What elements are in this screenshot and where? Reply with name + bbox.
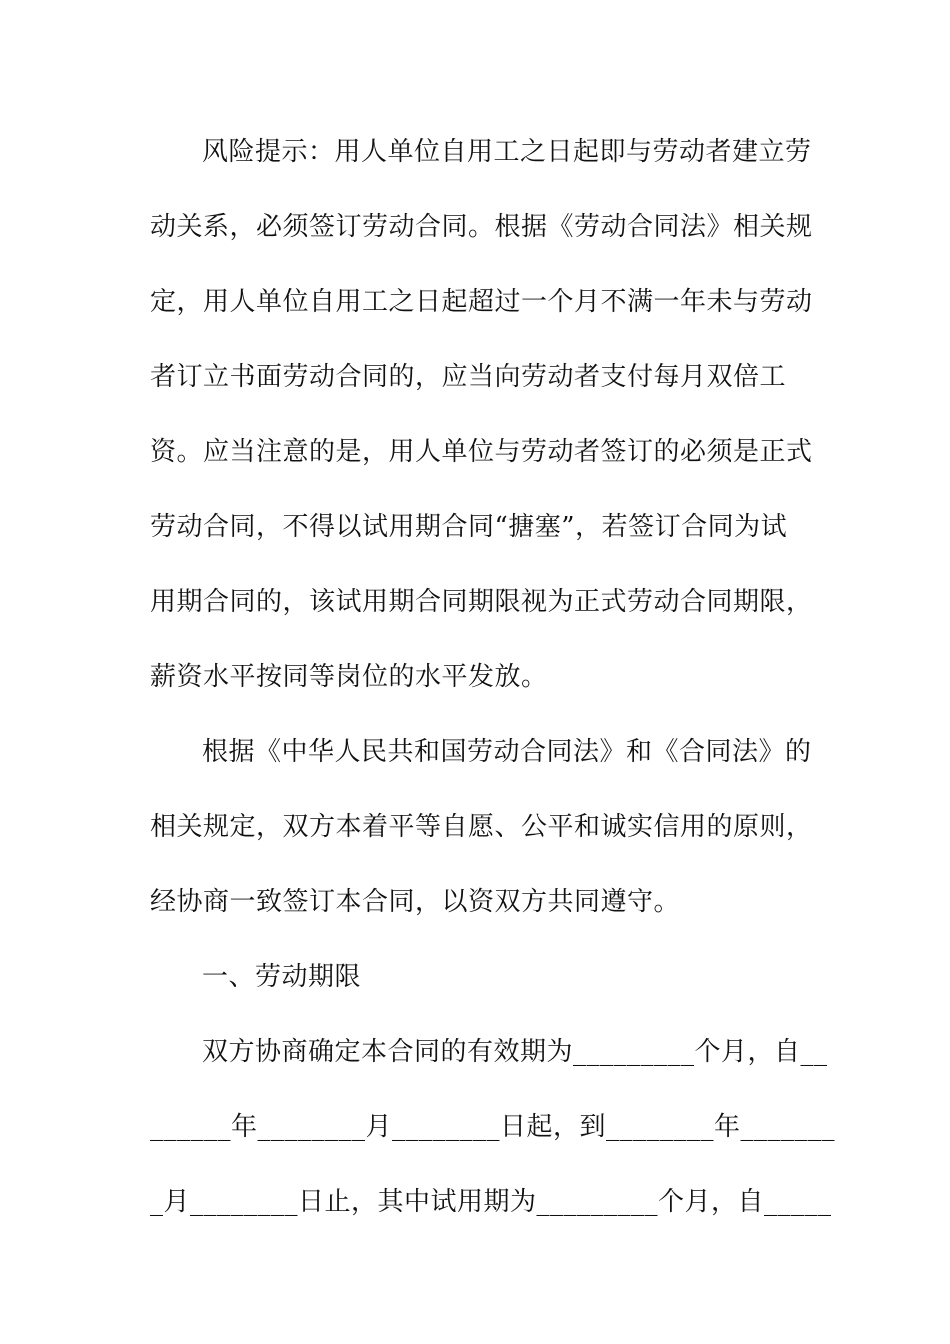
paragraph-term-line-2: ______年________月________日起，到________年_______ — [150, 1112, 836, 1142]
paragraph-risk-line-6: 劳动合同，不得以试用期合同“搪塞”，若签订合同为试 — [150, 512, 788, 542]
paragraph-basis-line-2: 相关规定，双方本着平等自愿、公平和诚实信用的原则， — [150, 812, 813, 842]
paragraph-basis-line-1: 根据《中华人民共和国劳动合同法》和《合同法》的 — [202, 737, 812, 767]
paragraph-risk-line-1: 风险提示：用人单位自用工之日起即与劳动者建立劳 — [202, 137, 812, 167]
paragraph-risk-line-5: 资。应当注意的是，用人单位与劳动者签订的必须是正式 — [150, 437, 813, 467]
paragraph-risk-line-2: 动关系，必须签订劳动合同。根据《劳动合同法》相关规 — [150, 212, 813, 242]
paragraph-basis-line-3: 经协商一致签订本合同，以资双方共同遵守。 — [150, 887, 681, 917]
section-heading-term: 一、劳动期限 — [202, 962, 362, 992]
paragraph-risk-line-3: 定，用人单位自用工之日起超过一个月不满一年未与劳动 — [150, 287, 813, 317]
paragraph-term-line-1: 双方协商确定本合同的有效期为_________个月，自__ — [202, 1037, 828, 1067]
paragraph-risk-line-8: 薪资水平按同等岗位的水平发放。 — [150, 662, 548, 692]
paragraph-risk-line-4: 者订立书面劳动合同的，应当向劳动者支付每月双倍工 — [150, 362, 787, 392]
paragraph-risk-line-7: 用期合同的，该试用期合同期限视为正式劳动合同期限， — [150, 587, 813, 617]
paragraph-term-line-3: _月________日止，其中试用期为_________个月，自_____ — [150, 1187, 832, 1217]
